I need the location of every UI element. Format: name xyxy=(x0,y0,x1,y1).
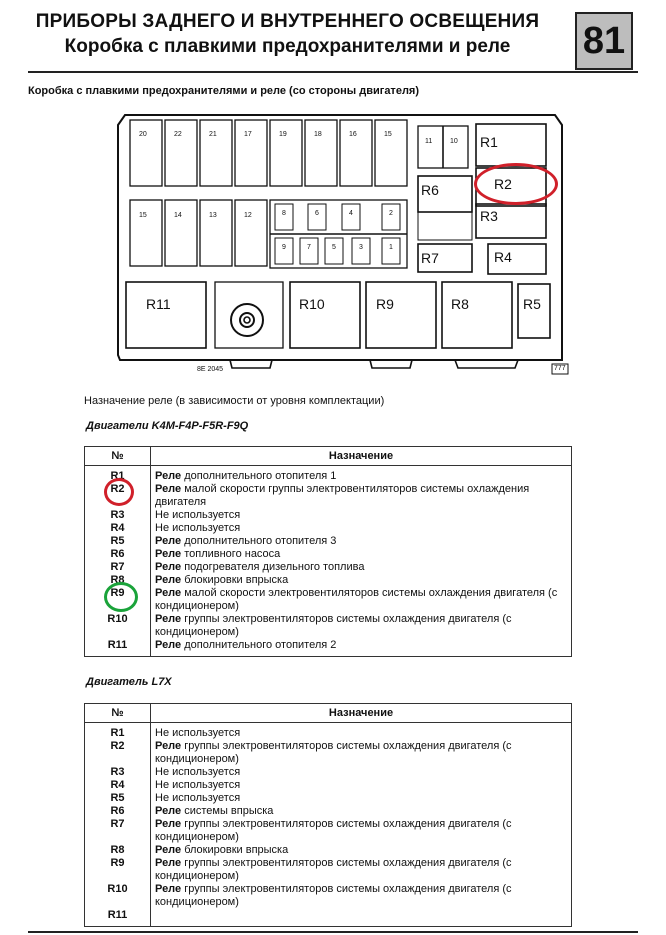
relay-description: малой скорости электровентиляторов системы охлаждения двигателя (с кондиционером) xyxy=(155,587,558,612)
relay-keyword: Реле xyxy=(155,548,182,560)
table-row xyxy=(85,639,572,657)
relay-number: R4 xyxy=(85,779,151,792)
table-row xyxy=(85,522,572,535)
relay-description: блокировки впрыска xyxy=(181,574,289,586)
relay-label-r2: R2 xyxy=(494,176,512,192)
diagram-ref-code: 8E 2045 xyxy=(197,366,224,373)
relay-keyword: Реле xyxy=(155,483,182,495)
relay-number: R5 xyxy=(85,792,151,805)
relay-description: группы электровентиляторов системы охлаждения двигателя (с кондиционером) xyxy=(155,818,512,843)
engine-caption-1: Двигатели K4M-F4P-F5R-F9Q xyxy=(86,420,249,432)
relay-label-r7: R7 xyxy=(421,250,439,266)
relay-keyword: Реле xyxy=(155,587,182,599)
relay-description: группы электровентиляторов системы охлаждения двигателя (с кондиционером) xyxy=(155,613,512,638)
relay-number: R2 xyxy=(85,483,151,509)
relay-label-r6: R6 xyxy=(421,182,439,198)
fuse-label: 9 xyxy=(282,244,286,251)
column-header-purpose: Назначение xyxy=(151,447,572,466)
fuse-label: 17 xyxy=(244,131,252,138)
fuse-label: 6 xyxy=(315,210,319,217)
relay-number: R7 xyxy=(85,561,151,574)
page-subtitle: Коробка с плавкими предохранителями и реле xyxy=(64,36,511,57)
relay-description: группы электровентиляторов системы охлаждения двигателя (с кондиционером) xyxy=(155,857,512,882)
relay-keyword: Реле xyxy=(155,535,182,547)
relay-purpose xyxy=(151,805,572,818)
fuse-label: 22 xyxy=(174,131,182,138)
relay-purpose xyxy=(151,548,572,561)
relay-label-r1: R1 xyxy=(480,134,498,150)
relay-purpose xyxy=(151,535,572,548)
table-row xyxy=(85,857,572,883)
table-row xyxy=(85,740,572,766)
relay-description: дополнительного отопителя 2 xyxy=(181,639,337,651)
relay-number: R8 xyxy=(85,574,151,587)
relay-number: R5 xyxy=(85,535,151,548)
page-title: ПРИБОРЫ ЗАДНЕГО И ВНУТРЕННЕГО ОСВЕЩЕНИЯ xyxy=(35,11,540,32)
relay-label-r4: R4 xyxy=(494,249,512,265)
relay-table-1 xyxy=(84,446,572,657)
engine-caption-2: Двигатель L7X xyxy=(86,676,172,688)
relay-description: Не используется xyxy=(155,792,241,804)
relay-keyword: Реле xyxy=(155,574,182,586)
relay-number: R1 xyxy=(85,466,151,484)
relay-number: R2 xyxy=(85,740,151,766)
fuse-label: 18 xyxy=(314,131,322,138)
table-row xyxy=(85,779,572,792)
relay-section-caption: Назначение реле (в зависимости от уровня комплектации) xyxy=(84,395,385,407)
relay-label-r9: R9 xyxy=(376,296,394,312)
relay-description: дополнительного отопителя 1 xyxy=(181,470,337,482)
relay-number: R11 xyxy=(85,639,151,657)
relay-number: R8 xyxy=(85,844,151,857)
relay-keyword: Реле xyxy=(155,561,182,573)
table-row xyxy=(85,509,572,522)
relay-purpose xyxy=(151,766,572,779)
relay-label-r8: R8 xyxy=(451,296,469,312)
fuse-label: 7 xyxy=(307,244,311,251)
diagram-corner-code: 777 xyxy=(554,365,566,372)
fuse-label: 3 xyxy=(359,244,363,251)
fuse-label: 14 xyxy=(174,212,182,219)
table-row xyxy=(85,792,572,805)
relay-number: R9 xyxy=(85,587,151,613)
diagram-caption: Коробка с плавкими предохранителями и реле (со стороны двигателя) xyxy=(28,85,420,97)
relay-description: Не используется xyxy=(155,779,241,791)
fuse-label: 15 xyxy=(384,131,392,138)
table-row xyxy=(85,574,572,587)
relay-number: R11 xyxy=(85,909,151,927)
relay-purpose xyxy=(151,723,572,741)
relay-number: R6 xyxy=(85,805,151,818)
relay-label-r11: R11 xyxy=(146,296,171,312)
relay-number: R7 xyxy=(85,818,151,844)
relay-number: R9 xyxy=(85,857,151,883)
fuse-label: 5 xyxy=(332,244,336,251)
table-row xyxy=(85,587,572,613)
relay-description: дополнительного отопителя 3 xyxy=(181,535,337,547)
table-row xyxy=(85,909,572,927)
fuse-label: 15 xyxy=(139,212,147,219)
relay-purpose xyxy=(151,792,572,805)
column-header-number: № xyxy=(85,704,151,723)
fuse-label: 12 xyxy=(244,212,252,219)
fuse-label: 21 xyxy=(209,131,217,138)
relay-keyword: Реле xyxy=(155,883,182,895)
fuse-label: 1 xyxy=(389,244,393,251)
column-header-number: № xyxy=(85,447,151,466)
fuse-label: 13 xyxy=(209,212,217,219)
relay-description: малой скорости группы электровентиляторов системы охлаждения двигателя xyxy=(155,483,530,508)
relay-purpose xyxy=(151,740,572,766)
table-row xyxy=(85,466,572,484)
relay-number: R3 xyxy=(85,509,151,522)
fuse-label: 16 xyxy=(349,131,357,138)
relay-purpose xyxy=(151,779,572,792)
table-row xyxy=(85,548,572,561)
relay-number: R4 xyxy=(85,522,151,535)
table-row xyxy=(85,613,572,639)
relay-description: Не используется xyxy=(155,509,241,521)
relay-keyword: Реле xyxy=(155,818,182,830)
relay-description: системы впрыска xyxy=(181,805,274,817)
relay-description: Не используется xyxy=(155,522,241,534)
relay-purpose xyxy=(151,818,572,844)
relay-purpose xyxy=(151,483,572,509)
relay-purpose xyxy=(151,909,572,927)
fuse-label: 10 xyxy=(450,138,458,145)
relay-description: Не используется xyxy=(155,727,241,739)
relay-keyword: Реле xyxy=(155,740,182,752)
table-row xyxy=(85,766,572,779)
page-header xyxy=(0,10,575,60)
relay-keyword: Реле xyxy=(155,639,182,651)
table-row xyxy=(85,844,572,857)
relay-keyword: Реле xyxy=(155,805,182,817)
table-row xyxy=(85,483,572,509)
relay-purpose xyxy=(151,466,572,484)
relay-description: блокировки впрыска xyxy=(181,844,289,856)
table-row xyxy=(85,535,572,548)
relay-label-r5: R5 xyxy=(523,296,541,312)
relay-number: R3 xyxy=(85,766,151,779)
relay-number: R6 xyxy=(85,548,151,561)
relay-purpose xyxy=(151,587,572,613)
highlight-circle-r9 xyxy=(104,582,138,612)
relay-purpose xyxy=(151,522,572,535)
relay-purpose xyxy=(151,561,572,574)
fuse-label: 4 xyxy=(349,210,353,217)
relay-purpose xyxy=(151,844,572,857)
fuse-label: 19 xyxy=(279,131,287,138)
relay-purpose xyxy=(151,857,572,883)
fuse-label: 11 xyxy=(425,138,433,145)
relay-table-2 xyxy=(84,703,572,927)
relay-purpose xyxy=(151,613,572,639)
relay-purpose xyxy=(151,509,572,522)
page-number: 81 xyxy=(575,12,633,70)
highlight-ellipse-r2 xyxy=(474,163,558,205)
table-row xyxy=(85,883,572,909)
relay-label-r3: R3 xyxy=(480,208,498,224)
relay-description: Не используется xyxy=(155,766,241,778)
relay-number: R10 xyxy=(85,613,151,639)
relay-purpose xyxy=(151,574,572,587)
column-header-purpose: Назначение xyxy=(151,704,572,723)
table-row xyxy=(85,818,572,844)
relay-keyword: Реле xyxy=(155,470,182,482)
relay-description: группы электровентиляторов системы охлаждения двигателя (с кондиционером) xyxy=(155,740,512,765)
relay-number: R1 xyxy=(85,723,151,741)
header-divider xyxy=(28,71,638,73)
fuse-label: 2 xyxy=(389,210,393,217)
relay-description: группы электровентиляторов системы охлаждения двигателя (с кондиционером) xyxy=(155,883,512,908)
table-row xyxy=(85,805,572,818)
relay-keyword: Реле xyxy=(155,844,182,856)
relay-purpose xyxy=(151,639,572,657)
relay-keyword: Реле xyxy=(155,857,182,869)
fuse-label: 20 xyxy=(139,131,147,138)
highlight-circle-r2 xyxy=(104,478,134,506)
fuse-label: 8 xyxy=(282,210,286,217)
table-row xyxy=(85,723,572,741)
relay-description: топливного насоса xyxy=(181,548,281,560)
relay-purpose xyxy=(151,883,572,909)
relay-description: подогревателя дизельного топлива xyxy=(181,561,365,573)
relay-label-r10: R10 xyxy=(299,296,325,312)
relay-number: R10 xyxy=(85,883,151,909)
table-row xyxy=(85,561,572,574)
relay-keyword: Реле xyxy=(155,613,182,625)
footer-divider xyxy=(28,931,638,933)
